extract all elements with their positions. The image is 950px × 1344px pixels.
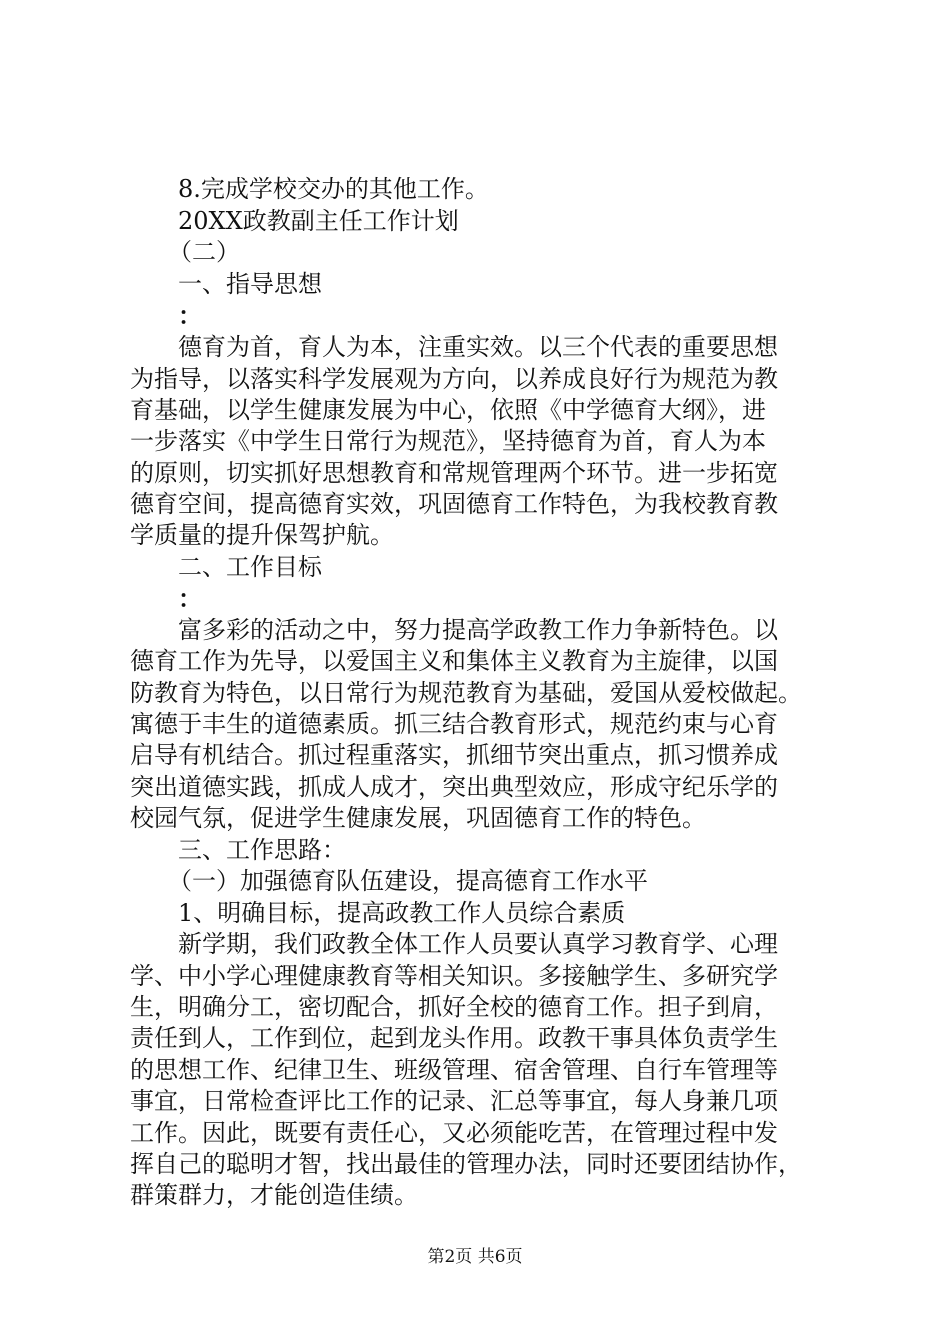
paragraph-line: 挥自己的聪明才智，找出最佳的管理办法，同时还要团结协作，: [130, 1150, 802, 1178]
paragraph-line: 的思想工作、纪律卫生、班级管理、宿舍管理、自行车管理等: [130, 1056, 778, 1084]
paragraph-line: 的原则，切实抓好思想教育和常规管理两个环节。进一步拓宽: [130, 459, 778, 487]
paragraph-line: 工作。因此，既要有责任心，又必须能吃苦，在管理过程中发: [130, 1119, 778, 1147]
heading-work-goals: 二、工作目标: [178, 553, 322, 581]
heading-guiding-thought: 一、指导思想: [178, 270, 322, 298]
text-line: 8.完成学校交办的其他工作。: [178, 175, 489, 203]
paragraph-line: 德育空间，提高德育实效，巩固德育工作特色，为我校教育教: [130, 490, 778, 518]
colon-mark: ：: [178, 301, 202, 330]
paragraph-line: 学质量的提升保驾护航。: [130, 521, 394, 549]
paragraph-line: 防教育为特色，以日常行为规范教育为基础，爱国从爱校做起。: [130, 679, 802, 707]
paragraph-line: 育基础，以学生健康发展为中心，依照《中学德育大纲》，进: [130, 396, 766, 424]
paragraph-line: 突出道德实践，抓成人成才，突出典型效应，形成守纪乐学的: [130, 773, 778, 801]
paragraph-line: 事宜，日常检查评比工作的记录、汇总等事宜，每人身兼几项: [130, 1087, 778, 1115]
paragraph-line: 启导有机结合。抓过程重落实，抓细节突出重点，抓习惯养成: [130, 741, 778, 769]
section-subtitle: （二）: [168, 238, 240, 266]
paragraph-line: 校园气氛，促进学生健康发展，巩固德育工作的特色。: [130, 804, 706, 832]
paragraph-line: 为指导，以落实科学发展观为方向，以养成良好行为规范为教: [130, 365, 778, 393]
colon-mark: ：: [178, 584, 202, 613]
paragraph-line: 责任到人，工作到位，起到龙头作用。政教干事具体负责学生: [130, 1024, 778, 1052]
section-title: 20XX政教副主任工作计划: [178, 207, 459, 235]
subheading: 1、明确目标，提高政教工作人员综合素质: [178, 899, 626, 927]
paragraph-line: 群策群力，才能创造佳绩。: [130, 1181, 418, 1209]
page-footer: 第2页 共6页: [427, 1247, 523, 1267]
paragraph-line: 富多彩的活动之中，努力提高学政教工作力争新特色。以: [178, 616, 778, 644]
subheading: （一）加强德育队伍建设，提高德育工作水平: [168, 867, 648, 895]
paragraph-line: 学、中小学心理健康教育等相关知识。多接触学生、多研究学: [130, 962, 778, 990]
paragraph-line: 生，明确分工，密切配合，抓好全校的德育工作。担子到肩，: [130, 993, 778, 1021]
paragraph-line: 寓德于丰生的道德素质。抓三结合教育形式，规范约束与心育: [130, 710, 778, 738]
paragraph-line: 德育为首，育人为本，注重实效。以三个代表的重要思想: [178, 333, 778, 361]
paragraph-line: 德育工作为先导，以爱国主义和集体主义教育为主旋律，以国: [130, 647, 778, 675]
paragraph-line: 新学期，我们政教全体工作人员要认真学习教育学、心理: [178, 930, 778, 958]
paragraph-line: 一步落实《中学生日常行为规范》，坚持德育为首，育人为本: [130, 427, 766, 455]
heading-work-approach: 三、工作思路：: [178, 836, 346, 864]
